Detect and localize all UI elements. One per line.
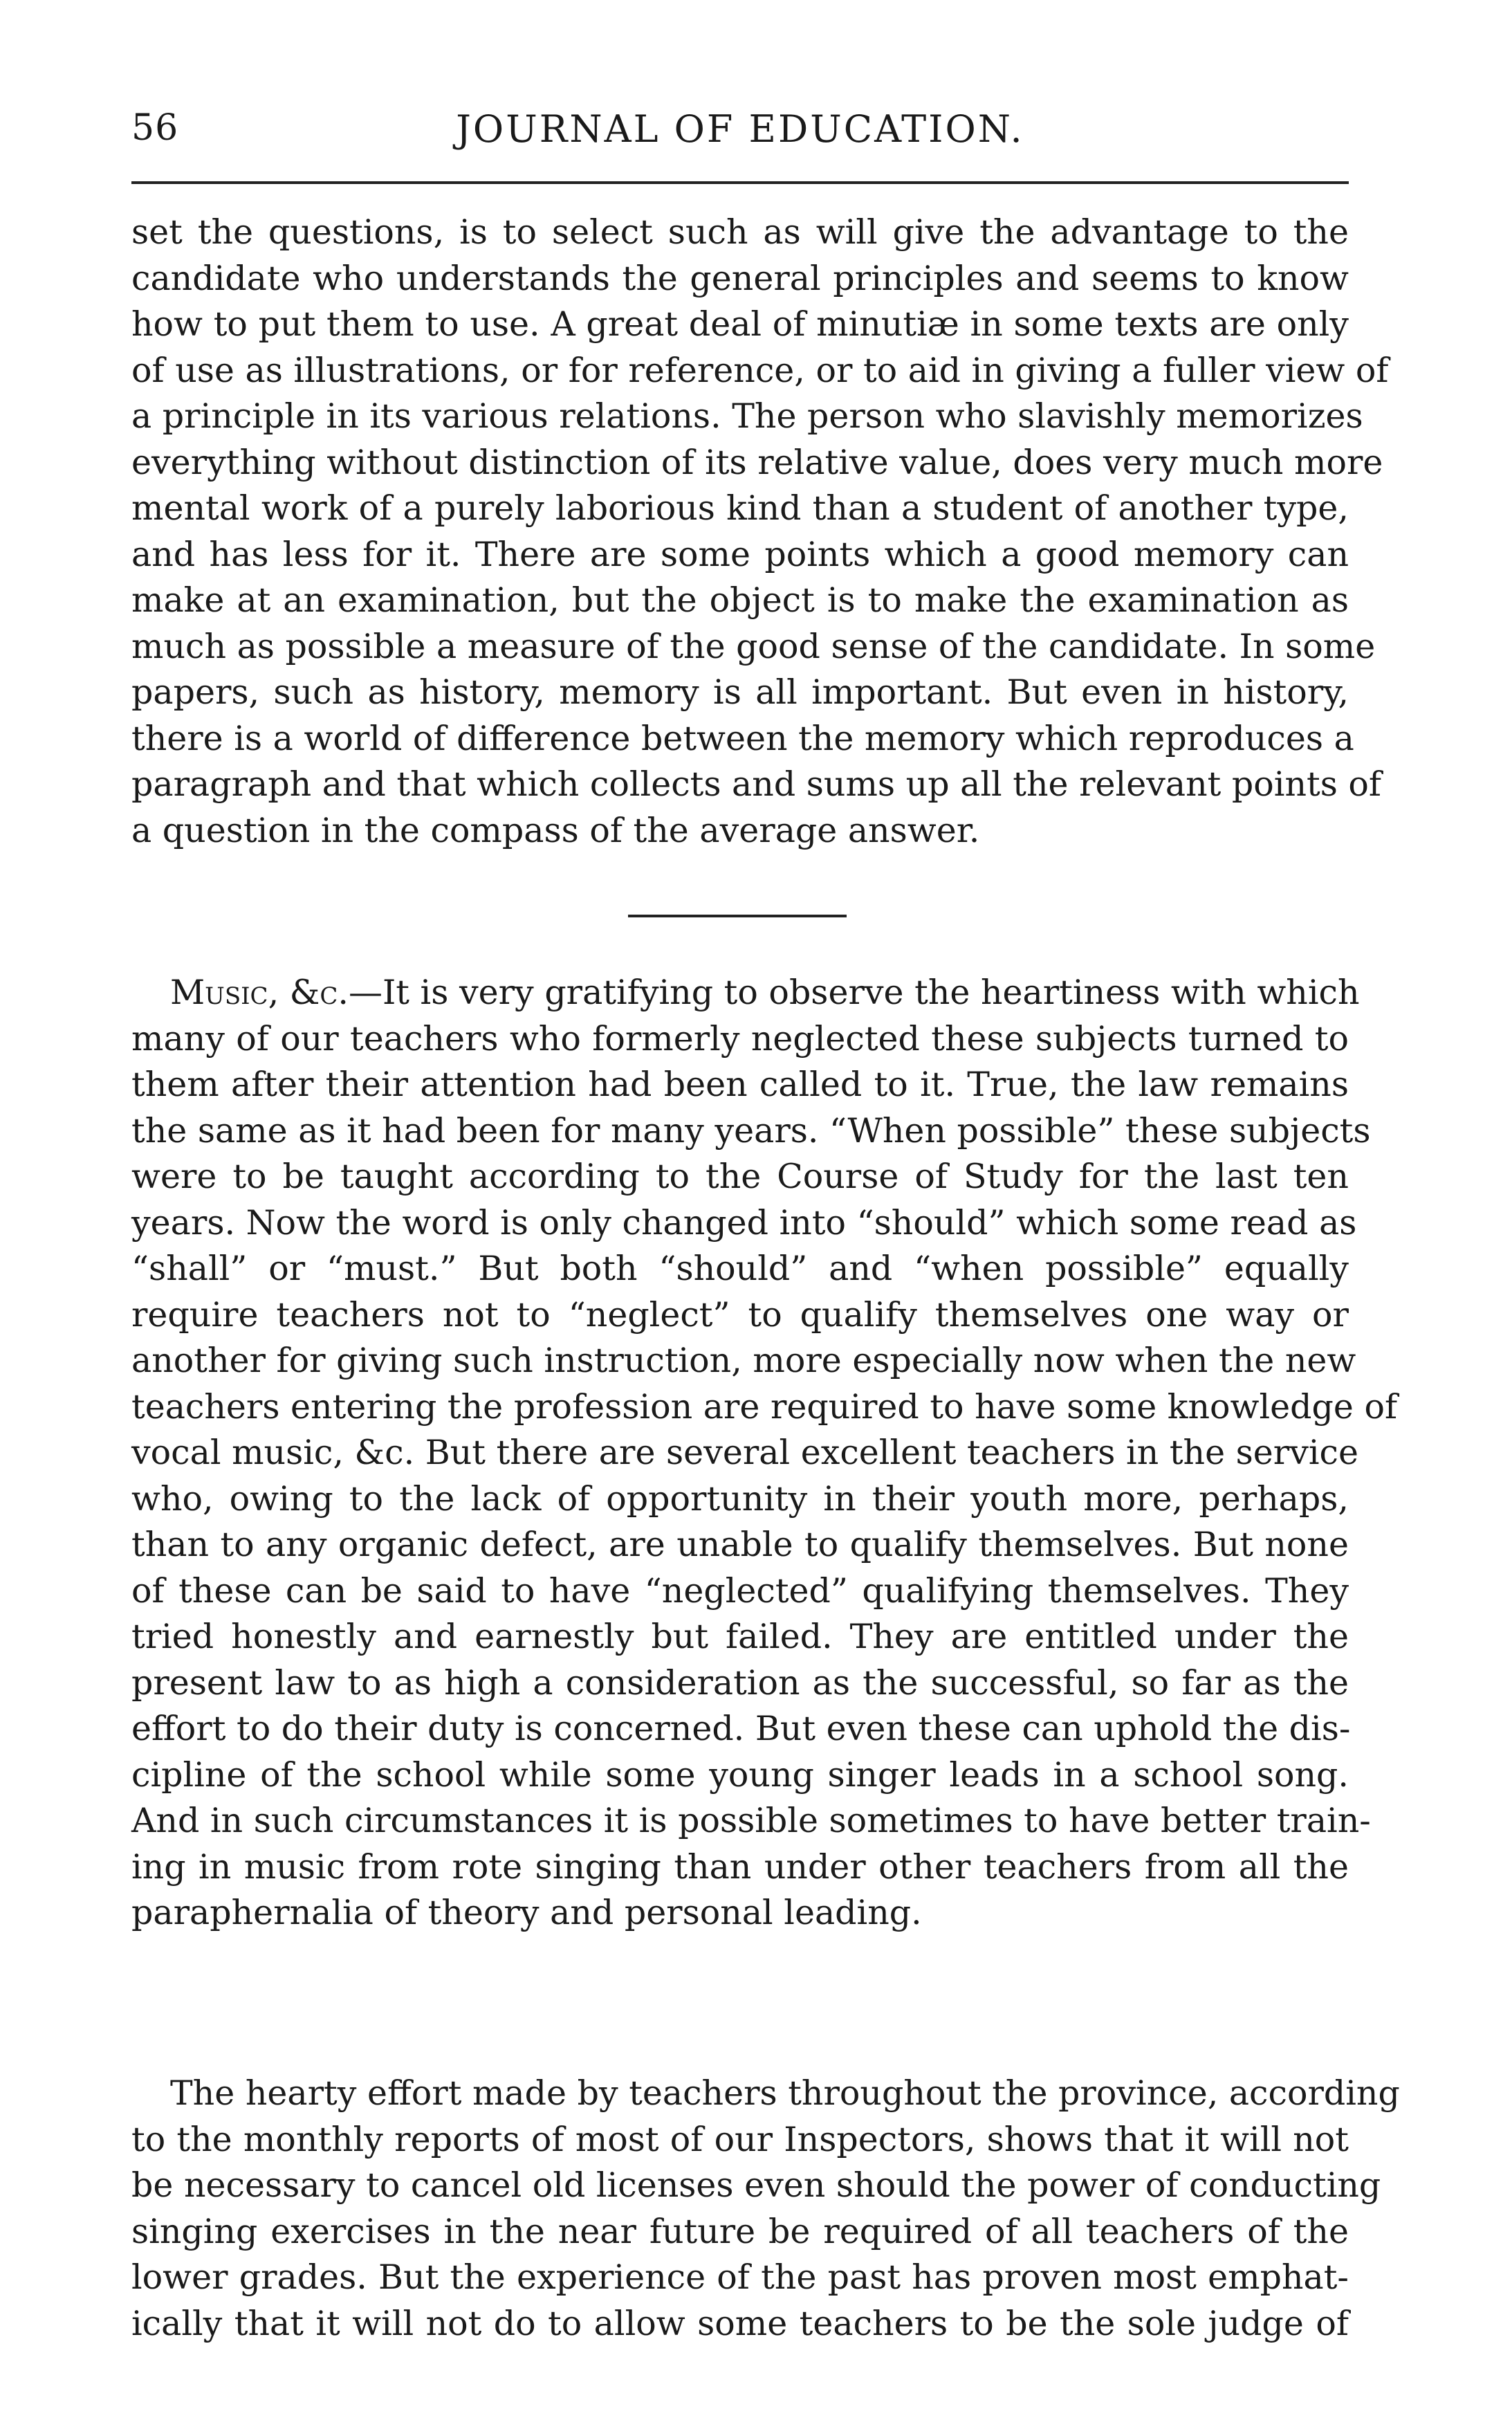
paragraph-examination bbox=[131, 210, 1389, 854]
header-rule bbox=[131, 181, 1349, 184]
text-line: vocal music, &c. But there are several excellent teachers in the service bbox=[131, 1433, 1359, 1472]
section-lead: Music, &c. bbox=[170, 973, 349, 1012]
text-line: papers, such as history, memory is all important. But even in history, bbox=[131, 672, 1349, 712]
section-divider bbox=[628, 915, 847, 917]
running-title: JOURNAL OF EDUCATION. bbox=[456, 107, 1024, 151]
text-line: ing in music from rote singing than under other teachers from all the bbox=[131, 1847, 1349, 1887]
text-line: much as possible a measure of the good sense of the candidate. In some bbox=[131, 626, 1376, 666]
text-line: were to be taught according to the Course of Study for the last ten bbox=[131, 1157, 1349, 1196]
text-line: make at an examination, but the object is to make the examination as bbox=[131, 580, 1349, 620]
text-line: everything without distinction of its relative value, does very much more bbox=[131, 442, 1383, 482]
text-line: how to put them to use. A great deal of minutiæ in some texts are only bbox=[131, 304, 1349, 344]
text-line: singing exercises in the near future be required of all teachers of the bbox=[131, 2211, 1349, 2251]
text-line: And in such circumstances it is possible sometimes to have better train- bbox=[131, 1801, 1371, 1840]
text-line: require teachers not to “neglect” to qualify themselves one way or bbox=[131, 1294, 1349, 1335]
text-line: the same as it had been for many years. “When possible” these subjects bbox=[131, 1110, 1371, 1151]
paragraph-hearty-effort bbox=[131, 2071, 1400, 2347]
text-line: lower grades. But the experience of the past has proven most emphat- bbox=[131, 2257, 1349, 2297]
text-line: ically that it will not do to allow some teachers to be the sole judge of bbox=[131, 2303, 1349, 2343]
text-line: candidate who understands the general principles and seems to know bbox=[131, 258, 1349, 298]
text-line: who, owing to the lack of opportunity in their youth more, perhaps, bbox=[131, 1478, 1349, 1519]
text-line: cipline of the school while some young singer leads in a school song. bbox=[131, 1755, 1349, 1795]
text-line: and has less for it. There are some points which a good memory can bbox=[131, 534, 1349, 574]
text-line: to the monthly reports of most of our Inspectors, shows that it will not bbox=[131, 2119, 1349, 2159]
text-line: a question in the compass of the average answer. bbox=[131, 810, 980, 850]
text-line: The hearty effort made by teachers throughout the province, according bbox=[170, 2073, 1400, 2113]
text-line: paragraph and that which collects and sums up all the relevant points of bbox=[131, 764, 1382, 804]
text-line: present law to as high a consideration as the successful, so far as the bbox=[131, 1663, 1349, 1703]
paragraph-music bbox=[131, 970, 1398, 1936]
text-line: teachers entering the profession are required to have some knowledge of bbox=[131, 1386, 1398, 1427]
text-line: many of our teachers who formerly neglected these subjects turned to bbox=[131, 1018, 1349, 1059]
text-line: of these can be said to have “neglected” qualifying themselves. They bbox=[131, 1570, 1349, 1611]
text-line: a principle in its various relations. The person who slavishly memorizes bbox=[131, 396, 1363, 436]
text-line: years. Now the word is only changed into “should” which some read as bbox=[131, 1202, 1357, 1243]
text-line-first bbox=[131, 970, 1360, 1016]
text-line: than to any organic defect, are unable to qualify themselves. But none bbox=[131, 1525, 1349, 1564]
text-line: be necessary to cancel old licenses even should the power of conducting bbox=[131, 2165, 1381, 2205]
text-line: paraphernalia of theory and personal leading. bbox=[131, 1893, 922, 1932]
text-line: mental work of a purely laborious kind than a student of another type, bbox=[131, 488, 1349, 528]
page-number: 56 bbox=[131, 107, 179, 149]
text-line: them after their attention had been called to it. True, the law remains bbox=[131, 1065, 1349, 1104]
text-line: there is a world of difference between the memory which reproduces a bbox=[131, 718, 1354, 758]
text-line: effort to do their duty is concerned. But even these can uphold the dis- bbox=[131, 1709, 1351, 1748]
text-line: tried honestly and earnestly but failed. They are entitled under the bbox=[131, 1617, 1349, 1656]
text-line: another for giving such instruction, more especially now when the new bbox=[131, 1341, 1356, 1380]
text-line: “shall” or “must.” But both “should” and “when possible” equally bbox=[131, 1249, 1349, 1288]
text-line: set the questions, is to select such as will give the advantage to the bbox=[131, 212, 1349, 252]
page-header bbox=[131, 93, 1349, 170]
text-line: of use as illustrations, or for reference, or to aid in giving a fuller view of bbox=[131, 350, 1389, 390]
first-line-text: —It is very gratifying to observe the heartiness with which bbox=[348, 973, 1360, 1012]
